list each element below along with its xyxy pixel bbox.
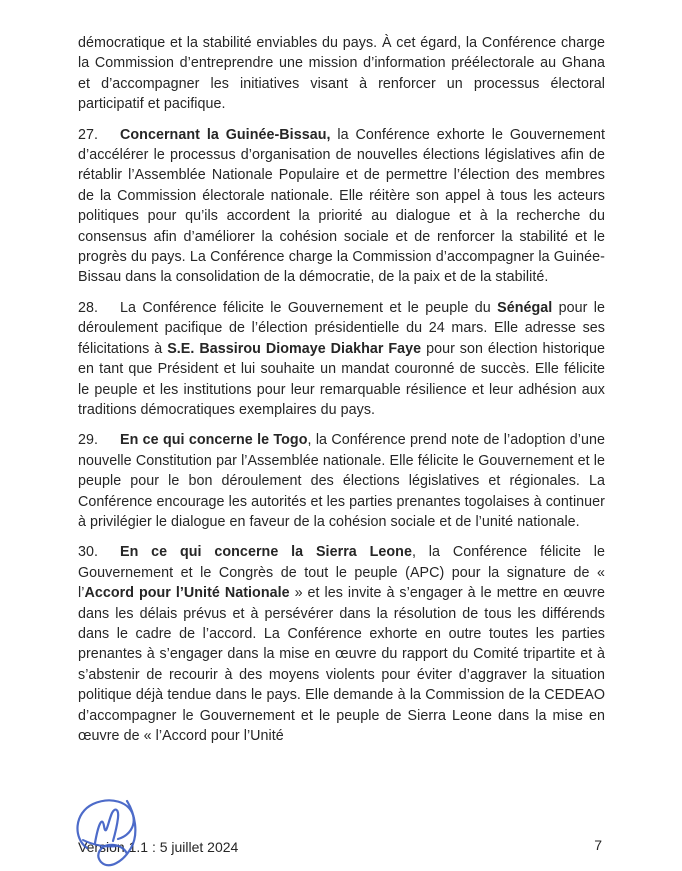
- body-text: la Conférence exhorte le Gouvernement d’accélérer le processus d’organisation de nouvelles élections législatives afin de rétablir l’Assemblée Nationale Populaire et de permettre l’élection des membres de la Commission électorale nationale. Elle réitère son appel à tous les acteurs politiques pour qu’ils accordent la priorité au dialogue et à la recherche du consensus afin d’améliorer la cohésion sociale et de renforcer la stabilité et le progrès du pays. La Conférence charge la Commission d’accompagner la Guinée-Bissau dans la consolidation de la démocratie, de la paix et de la stabilité.: [78, 126, 605, 286]
- paragraph: [78, 542, 605, 746]
- paragraph-number: 29.: [78, 432, 99, 449]
- version-label: Version 1.1 : 5 juillet 2024: [78, 839, 239, 855]
- body-text: pour le déroulement pacifique de l’élection présidentielle du 24 mars. Elle adresse ses félicitations à: [78, 299, 605, 357]
- body-text: démocratique et la stabilité enviables du pays. À cet égard, la Conférence charge la Commission d’entreprendre une mission d’information préélectorale au Ghana et d’accompagner les initiatives visant à renforcer un processus électoral participatif et pacifique.: [78, 35, 605, 113]
- paragraph: [78, 125, 605, 288]
- body-text: , la Conférence prend note de l’adoption d’une nouvelle Constitution par l’Assemblée nationale. Elle félicite le Gouvernement et le peuple pour le bon déroulement des élections législatives et régionales. La Conférence encourage les autorités et les parties prenantes togolaises à continuer à privilégier le dialogue en faveur de la cohésion sociale et de l’unité nationale.: [78, 432, 605, 530]
- paragraph-number: 28.: [78, 299, 99, 316]
- signature-scribble-icon: [71, 796, 147, 871]
- bold-text: Accord pour l’Unité Nationale: [84, 585, 290, 602]
- bold-text: Sénégal: [497, 299, 553, 316]
- bold-text: S.E. Bassirou Diomaye Diakhar Faye: [167, 340, 422, 357]
- bold-text: En ce qui concerne la Sierra Leone: [120, 544, 412, 561]
- paragraph: [78, 430, 605, 532]
- body-text: » et les invite à s’engager à le mettre en œuvre dans les délais prévus et à persévérer dans la résolution de tous les différends dans le cadre de l’accord. La Conférence exhorte en outre toutes les parties prenantes à s’engager dans la mise en œuvre du rapport du Comité tripartite et à s’abstenir de recourir à des moyens violents pour éviter d’aggraver la situation politique déjà tendue dans le pays. Elle demande à la Commission de la CEDEAO d’accompagner le Gouvernement et le peuple de Sierra Leone dans la mise en œuvre de « l’Accord pour l’Unité: [78, 585, 605, 744]
- paragraph-number: 30.: [78, 544, 99, 561]
- bold-text: En ce qui concerne le Togo: [120, 432, 308, 449]
- page-number: 7: [594, 837, 602, 853]
- paragraph: [78, 298, 605, 420]
- body-text: La Conférence félicite le Gouvernement et le peuple du: [120, 299, 498, 316]
- bold-text: Concernant la Guinée-Bissau,: [120, 126, 331, 143]
- document-body: [78, 33, 605, 756]
- body-text: pour son élection historique en tant que Président et lui souhaite un mandat couronné de succès. Elle félicite le peuple et les institutions pour leur remarquable résilience et leur adhésion aux traditions démocratiques exemplaires du pays.: [78, 340, 605, 418]
- paragraph-number: 27.: [78, 126, 99, 143]
- body-text: , la Conférence félicite le Gouvernement et le Congrès de tout le peuple (APC) pour la signature de « l’: [78, 544, 605, 602]
- paragraph: [78, 33, 605, 115]
